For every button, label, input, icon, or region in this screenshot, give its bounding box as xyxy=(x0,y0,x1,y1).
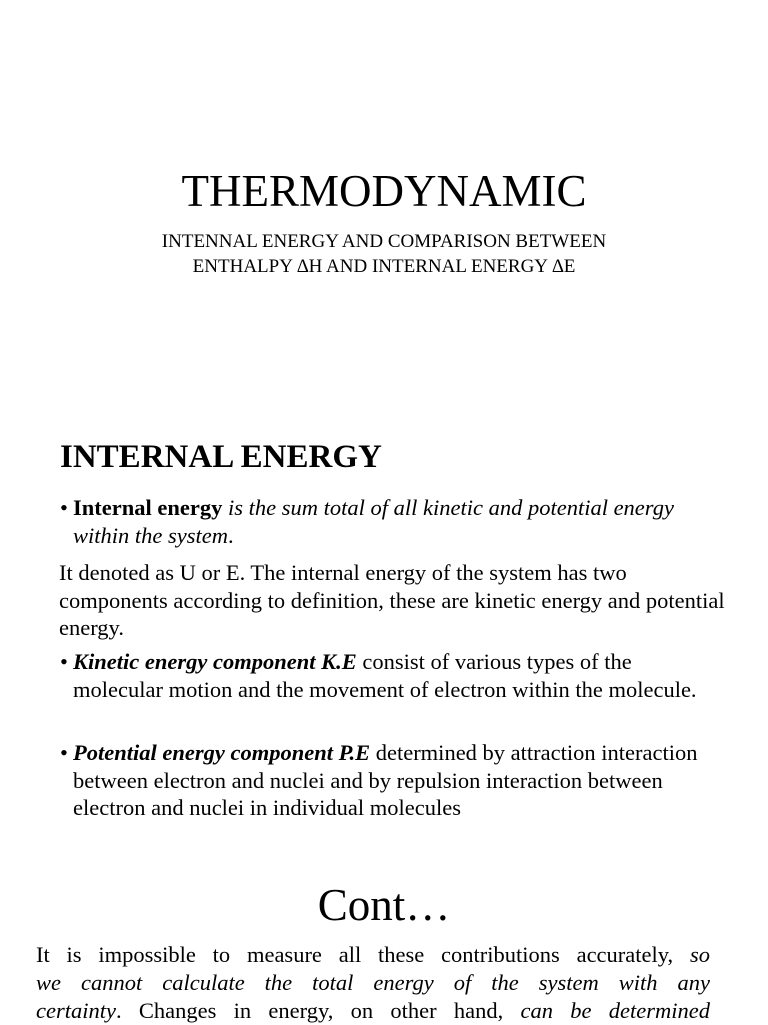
bullet-marker: • xyxy=(60,740,68,765)
bullet-kinetic-energy xyxy=(60,648,720,703)
paragraph-line-3 xyxy=(36,997,710,1025)
italic-run: we cannot calculate the total energy of the system with any xyxy=(36,970,710,995)
text-run: It is impossible to measure all these contributions accurately, xyxy=(36,942,690,967)
italic-run: so xyxy=(689,942,710,967)
bullet-period: . xyxy=(227,522,234,548)
continuation-paragraph xyxy=(36,941,710,1025)
italic-run: can be determined xyxy=(520,998,710,1023)
bullet-internal-energy xyxy=(60,494,720,549)
bullet-term: Potential energy component P.E xyxy=(73,740,371,765)
bullet-description: determined by attraction interaction between electron and nuclei and by repulsion interaction between electron and nuclei in individual molecules xyxy=(73,740,698,820)
bullet-marker: • xyxy=(60,495,68,520)
bullet-marker: • xyxy=(60,649,68,674)
paragraph-line-1 xyxy=(36,941,710,969)
slide-subtitle-line-1: INTENNAL ENERGY AND COMPARISON BETWEEN xyxy=(161,231,607,252)
bullet-term: Internal energy xyxy=(73,495,223,520)
section-heading: INTERNAL ENERGY xyxy=(60,439,382,475)
bullet-potential-energy xyxy=(60,739,720,822)
continuation-heading: Cont… xyxy=(317,880,451,930)
bullet-term: Kinetic energy component K.E xyxy=(73,649,357,674)
bullet-description: consist of various types of the molecular motion and the movement of electron within the molecule. xyxy=(73,649,697,702)
text-run: . Changes in energy, on other hand, xyxy=(115,998,521,1023)
paragraph-line-2 xyxy=(36,969,710,997)
bullet-definition: is the sum total of all kinetic and potential energy within the system xyxy=(73,495,674,548)
slide-title: THERMODYNAMIC xyxy=(181,166,587,216)
slide-subtitle-line-2: ENTHALPY ∆H AND INTERNAL ENERGY ∆E xyxy=(192,256,576,277)
italic-run: certainty xyxy=(36,998,116,1023)
internal-energy-paragraph: It denoted as U or E. The internal energy of the system has two components according to definition, these are kinetic energy and potential energy. xyxy=(59,560,725,640)
